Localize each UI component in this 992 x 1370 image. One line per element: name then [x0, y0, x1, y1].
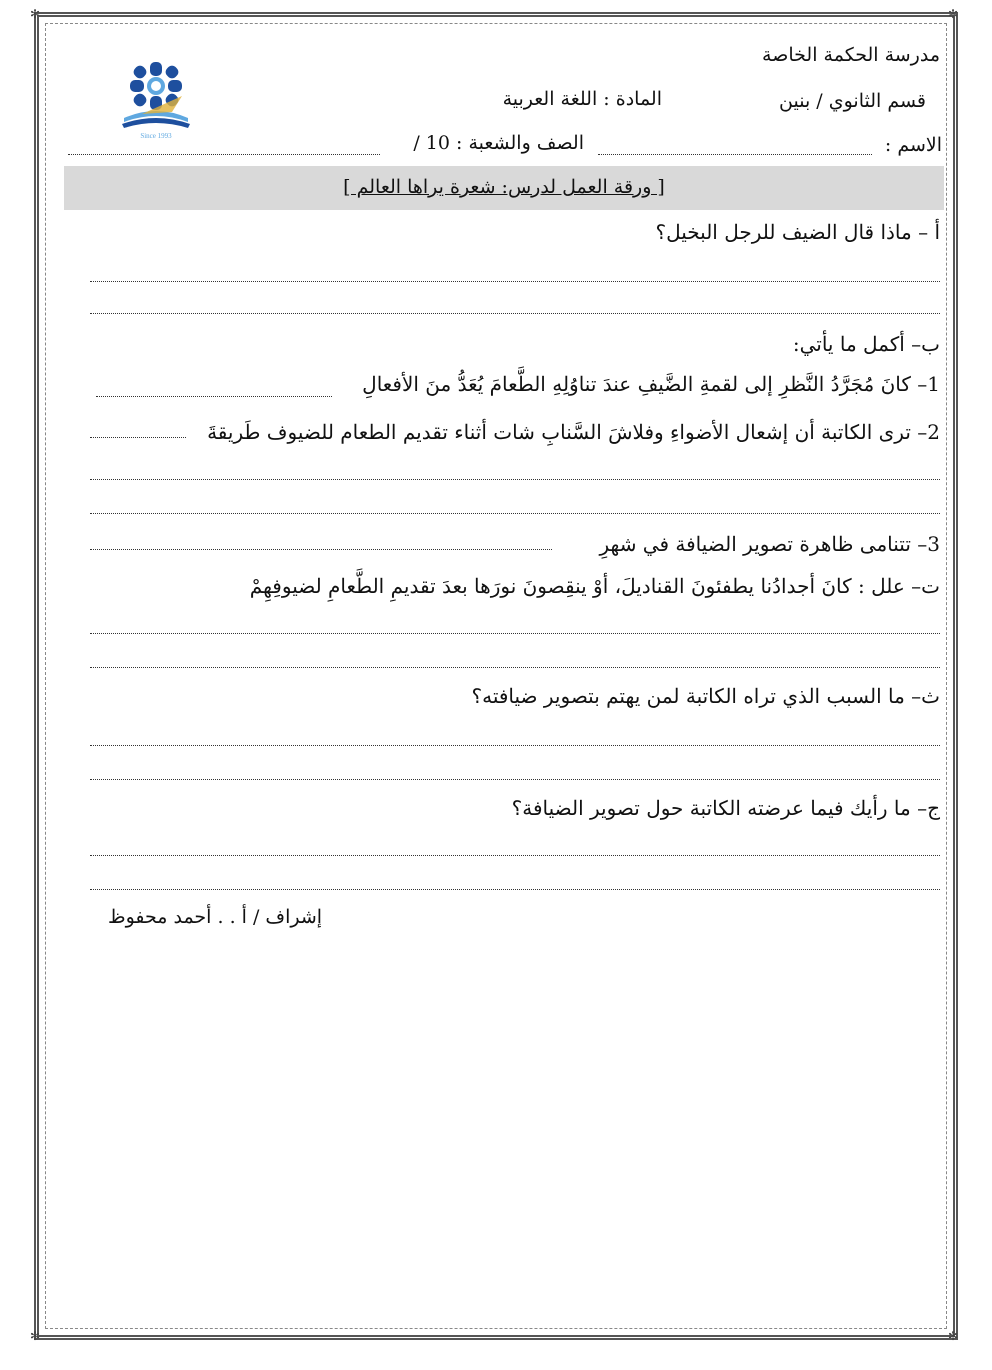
corner-ornament-icon: ✻ — [948, 1329, 959, 1343]
department-label: قسم الثانوي / بنين — [779, 90, 926, 112]
school-name: مدرسة الحكمة الخاصة — [762, 44, 940, 66]
question-t: ت– علل : كانَ أجدادُنا يطفئونَ القناديلَ، أوْ ينقِصونَ نورَها بعدَ تقديمِ الطَّعامِ لضيوفِهِمْ — [249, 574, 940, 598]
class-label: الصف والشعبة : 10 / — [413, 132, 584, 154]
logo-emblem-icon — [122, 62, 190, 128]
question-a: أ – ماذا قال الضيف للرجل البخيل؟ — [655, 220, 940, 244]
answer-line[interactable] — [90, 745, 940, 746]
banner-title: [ ورقة العمل لدرس: شعرة يراها العالم ] — [343, 176, 665, 198]
answer-line[interactable] — [90, 437, 186, 438]
corner-ornament-icon: ✻ — [948, 7, 959, 21]
name-label: الاسم : — [884, 134, 942, 156]
corner-ornament-icon: ✻ — [30, 7, 41, 21]
answer-line[interactable] — [90, 633, 940, 634]
school-logo — [102, 56, 210, 142]
logo-caption: Since 1993 — [140, 132, 172, 140]
name-field[interactable] — [598, 154, 872, 155]
question-b3: 3– تتنامى ظاهرة تصوير الضيافة في شهرِ — [599, 532, 940, 556]
question-b1: 1– كانَ مُجَرَّدُ النَّظرِ إلى لقمةِ الضَّيفِ عندَ تناوُلِهِ الطَّعامَ يُعَدُّ منَ الأفعالِ — [362, 372, 940, 396]
question-b2: 2– ترى الكاتبة أن إشعال الأضواءِ وفلاشَ السَّنابِ شات أثناء تقديم الطعام للضيوف طَريقةَ — [207, 420, 940, 444]
answer-line[interactable] — [96, 396, 332, 397]
answer-line[interactable] — [90, 889, 940, 890]
answer-line[interactable] — [90, 779, 940, 780]
question-b-title: ب– أكمل ما يأتي: — [792, 332, 940, 356]
page-border — [34, 12, 959, 1343]
subject-label: المادة : اللغة العربية — [502, 88, 662, 110]
answer-line[interactable] — [90, 855, 940, 856]
answer-line[interactable] — [90, 313, 940, 314]
corner-ornament-icon: ✻ — [30, 1329, 41, 1343]
question-j: ج– ما رأيك فيما عرضته الكاتبة حول تصوير الضيافة؟ — [511, 796, 940, 820]
question-th: ث– ما السبب الذي تراه الكاتبة لمن يهتم بتصوير ضيافته؟ — [471, 684, 940, 708]
worksheet-banner — [64, 166, 944, 210]
answer-line[interactable] — [90, 549, 552, 550]
supervision-label: إشراف / أ . . أحمد محفوظ — [108, 906, 323, 928]
answer-line[interactable] — [90, 479, 940, 480]
class-field[interactable] — [68, 154, 380, 155]
answer-line[interactable] — [90, 281, 940, 282]
answer-line[interactable] — [90, 667, 940, 668]
answer-line[interactable] — [90, 513, 940, 514]
